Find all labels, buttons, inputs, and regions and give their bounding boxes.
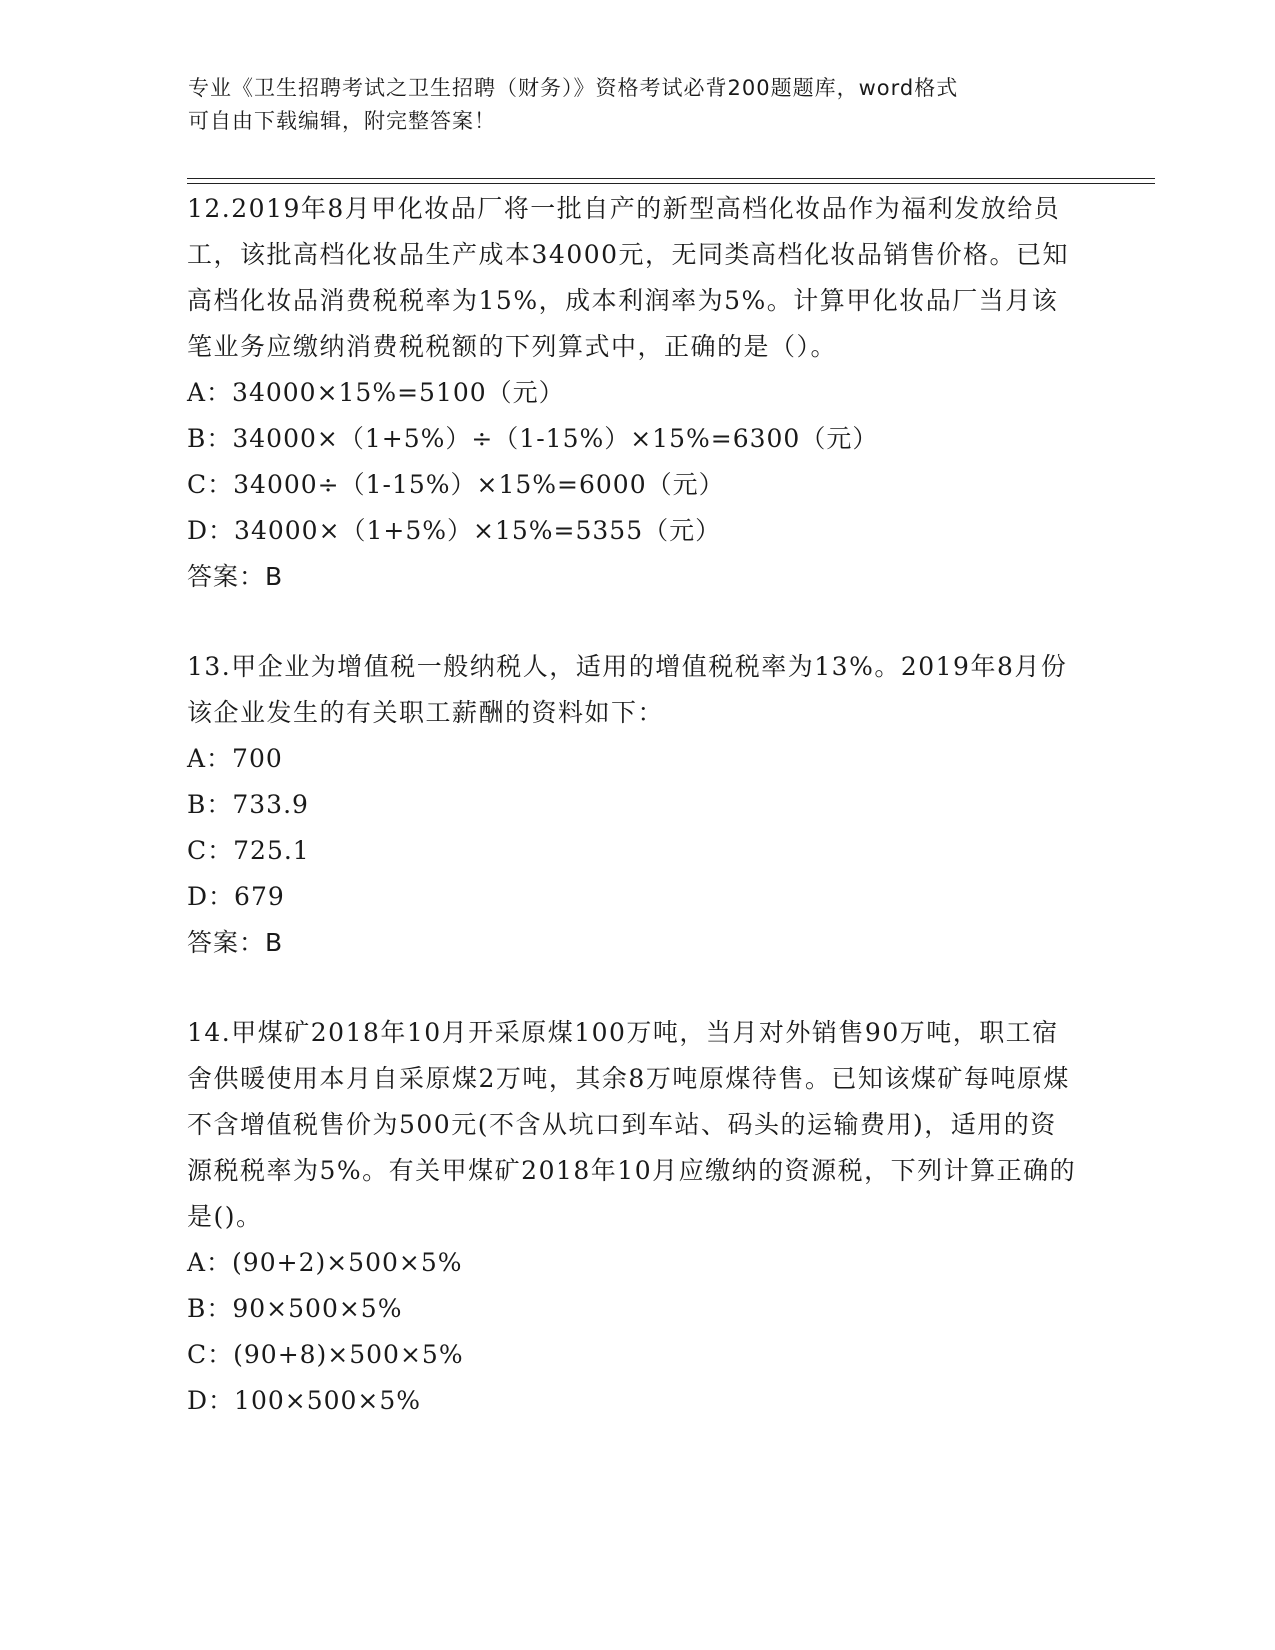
header-line-1: 专业《卫生招聘考试之卫生招聘（财务）》资格考试必背200题题库，word格式: [188, 76, 959, 100]
option-d: D：100×500×5%: [187, 1386, 422, 1415]
option-c: C：725.1: [187, 836, 310, 865]
option-a: A：(90+2)×500×5%: [187, 1248, 463, 1277]
question-text: 13.甲企业为增值税一般纳税人，适用的增值税税率为13%。2019年8月份该企业发生的有关职工薪酬的资料如下：: [187, 652, 1068, 727]
header-rule-bottom: [187, 183, 1155, 184]
question-text: 14.甲煤矿2018年10月开采原煤100万吨，当月对外销售90万吨，职工宿舍供暖使用本月自采原煤2万吨，其余8万吨原煤待售。已知该煤矿每吨原煤不含增值税售价为500元(不含从坑口到车站、码头的运输费用)，适用的资源税税率为5%。有关甲煤矿2018年10月应缴纳的资源税，下列计算正确的是()。: [187, 1018, 1077, 1231]
answer-label: 答案：B: [187, 928, 284, 957]
header-line-2: 可自由下载编辑，附完整答案！: [188, 109, 496, 133]
option-c: C：(90+8)×500×5%: [187, 1340, 464, 1369]
answer-label: 答案：B: [187, 562, 284, 591]
question-text: 12.2019年8月甲化妆品厂将一批自产的新型高档化妆品作为福利发放给员工，该批高档化妆品生产成本34000元，无同类高档化妆品销售价格。已知高档化妆品消费税税率为15%，成本利润率为5%。计算甲化妆品厂当月该笔业务应缴纳消费税税额的下列算式中，正确的是（）。: [187, 194, 1070, 361]
question-13: [187, 644, 1087, 966]
option-d: D：34000×（1+5%）×15%=5355（元）: [187, 516, 722, 545]
option-d: D：679: [187, 882, 285, 911]
question-list: [187, 186, 1087, 1468]
option-c: C：34000÷（1-15%）×15%=6000（元）: [187, 470, 725, 499]
option-b: B：90×500×5%: [187, 1294, 403, 1323]
option-a: A：700: [187, 744, 283, 773]
question-12: [187, 186, 1087, 600]
document-header: [188, 72, 1088, 138]
header-rule-top: [187, 178, 1155, 179]
option-b: B：733.9: [187, 790, 309, 819]
question-14: [187, 1010, 1087, 1424]
option-b: B：34000×（1+5%）÷（1-15%）×15%=6300（元）: [187, 424, 879, 453]
option-a: A：34000×15%=5100（元）: [187, 378, 565, 407]
